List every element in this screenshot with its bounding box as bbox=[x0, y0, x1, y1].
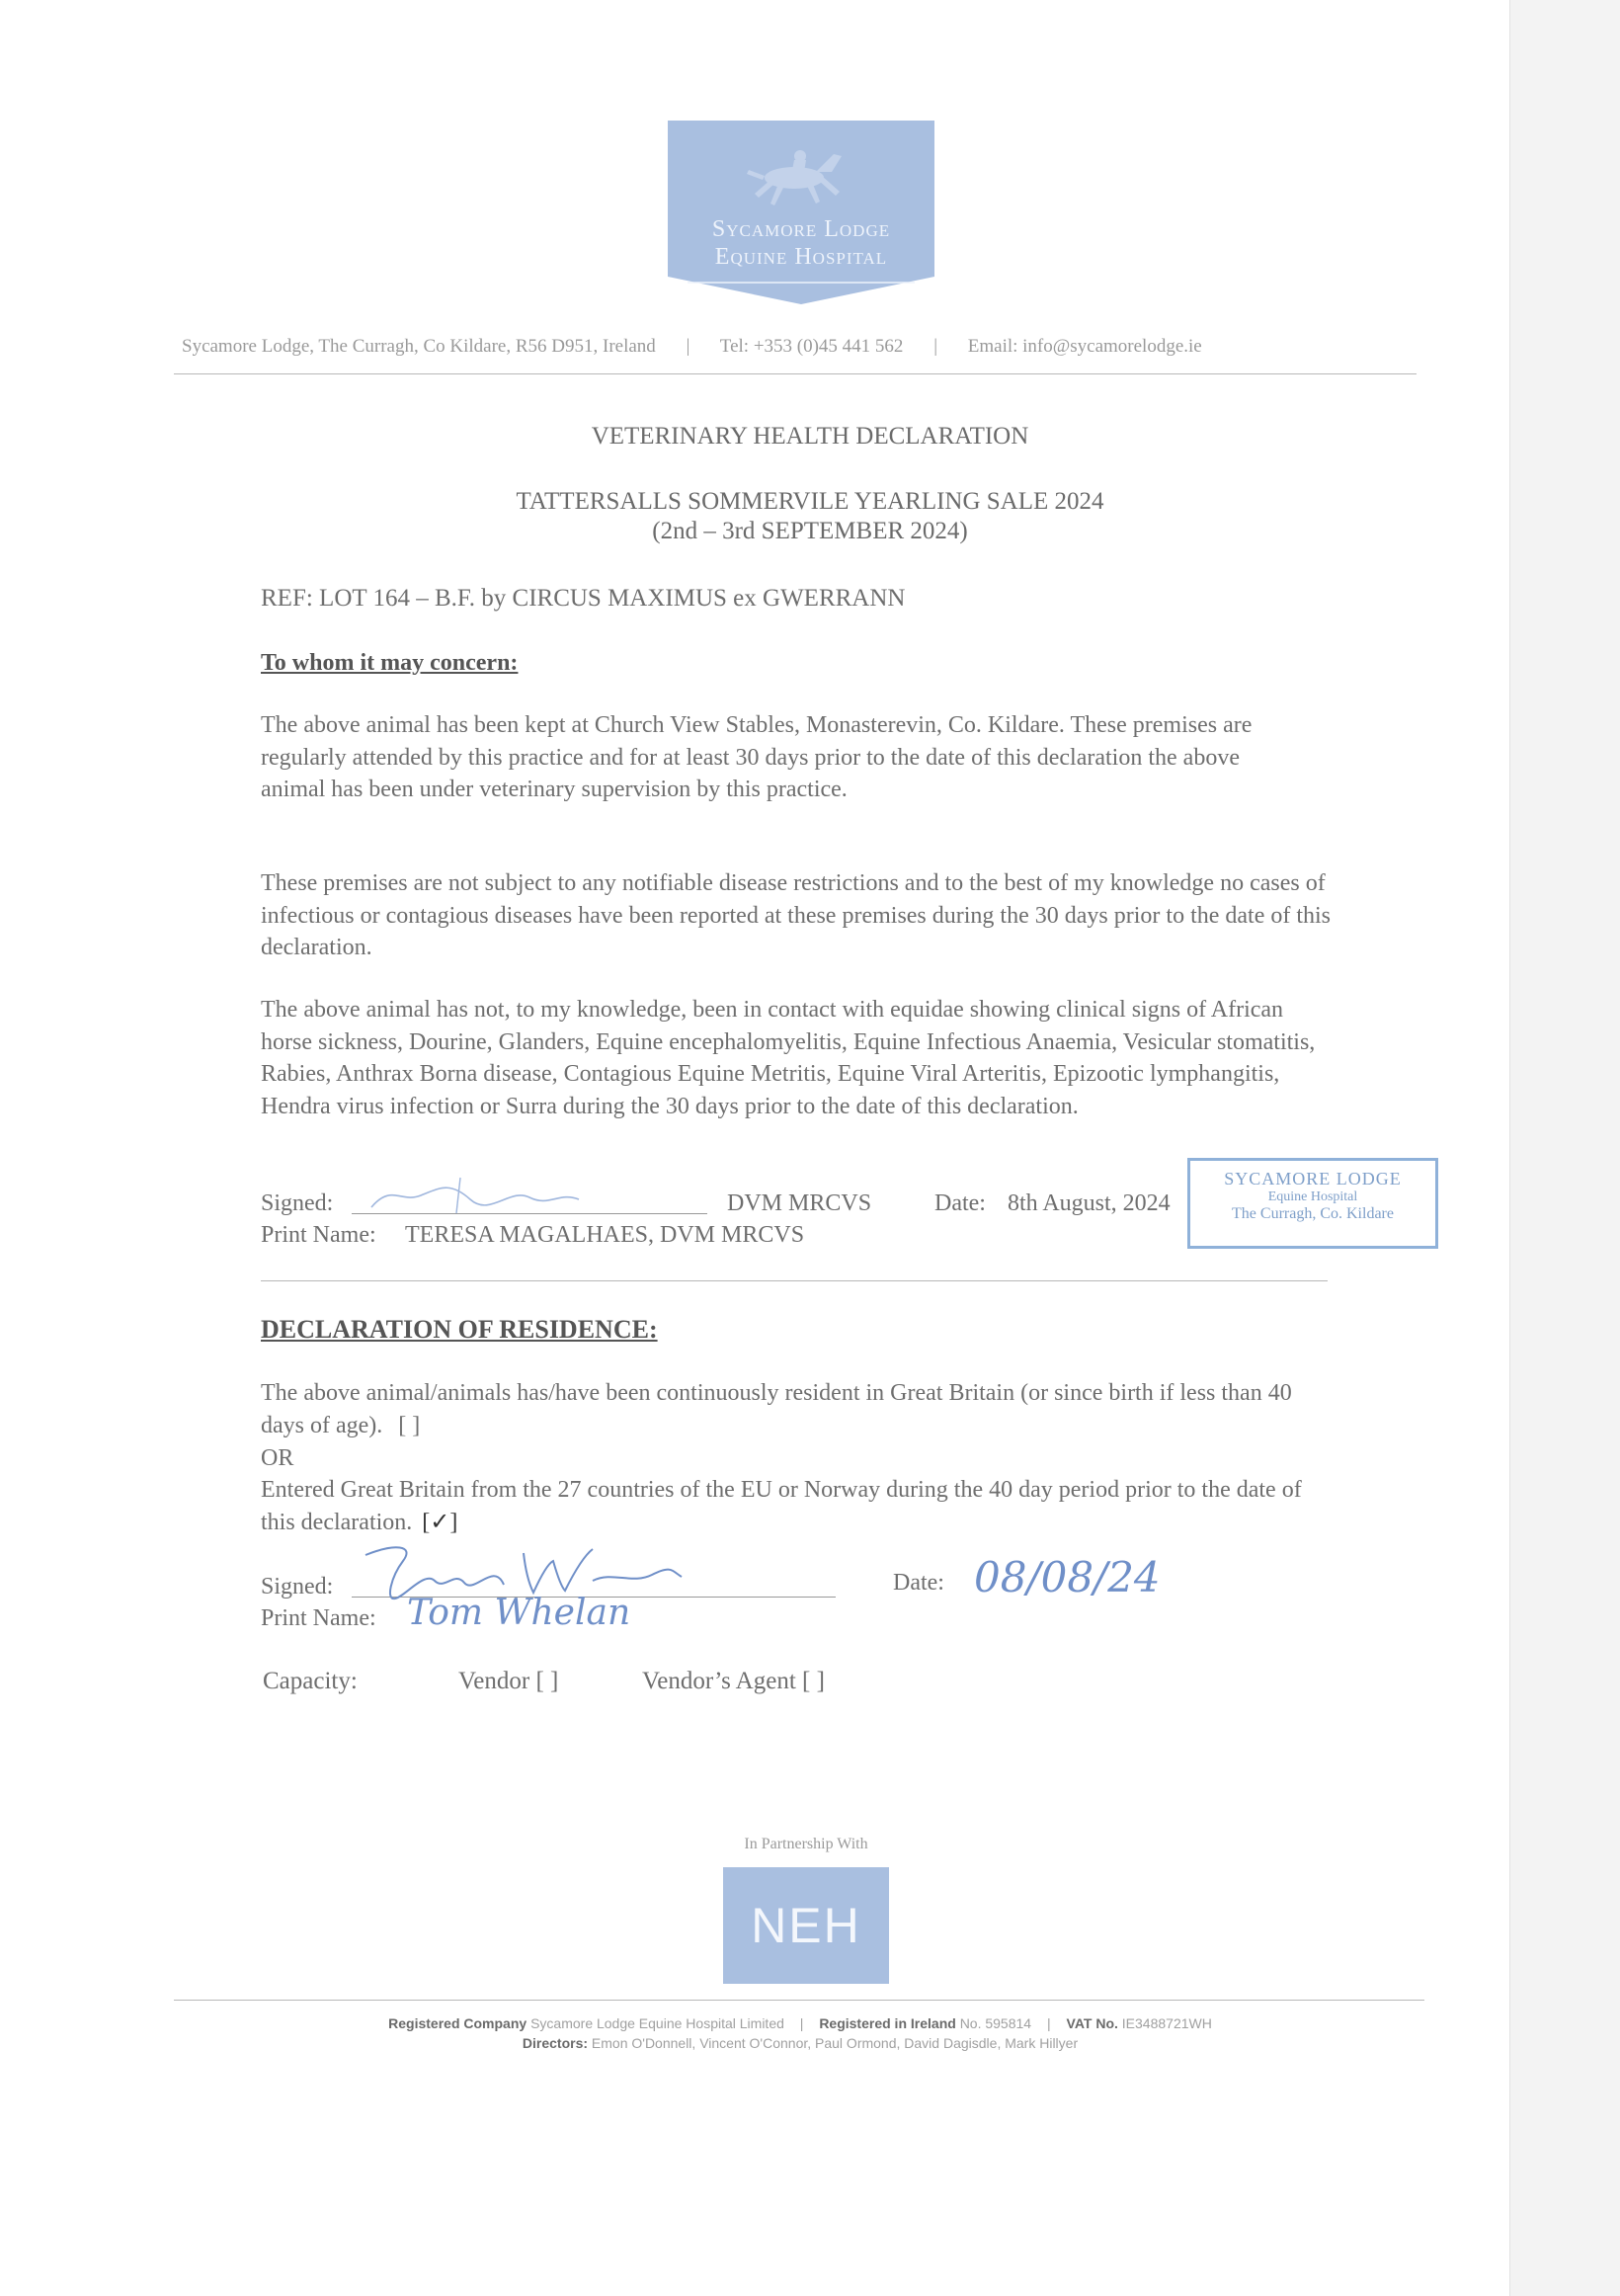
partner-caption: In Partnership With bbox=[744, 1836, 868, 1852]
residence-option-1 bbox=[261, 1377, 1308, 1441]
vet-print-name-value: TERESA MAGALHAES, DVM MRCVS bbox=[405, 1222, 805, 1248]
residence-or: OR bbox=[261, 1445, 294, 1471]
letterhead-email: Email: info@sycamorelodge.ie bbox=[967, 336, 1202, 357]
vet-date-label: Date: bbox=[934, 1190, 986, 1216]
paragraph-premises: The above animal has been kept at Church View Stables, Monasterevin, Co. Kildare. These premises are regularly attended by this practice and for at least 30 days prior to the date of this declaration the above animal has been under veterinary supervision by this practice. bbox=[261, 712, 1253, 802]
logo-pennant-tip bbox=[668, 277, 934, 308]
vet-print-name-label: Print Name: bbox=[261, 1222, 376, 1248]
residence-option-2 bbox=[261, 1474, 1328, 1538]
letterhead-contact bbox=[182, 336, 1426, 358]
vet-qualifications: DVM MRCVS bbox=[727, 1190, 872, 1216]
vet-signed-label: Signed: bbox=[261, 1190, 334, 1216]
capacity-label: Capacity: bbox=[263, 1668, 358, 1694]
paragraph-diseases: The above animal has not, to my knowledge, been in contact with equidae showing clinical signs of African horse sickness, Dourine, Glanders, Equine encephalomyelitis, Equine Infectious Anaemia, Vesicular stomatitis, Rabies, Anthrax Borna disease, Contagious Equine Metritis, Equine Viral Arteritis, Epizootic lymphangitis, Hendra virus infection or Surra during the 30 days prior to the date of this declaration. bbox=[261, 997, 1316, 1119]
residence-signed-label: Signed: bbox=[261, 1574, 334, 1599]
section-divider bbox=[261, 1280, 1328, 1281]
residence-option-1-checkbox[interactable]: [ ] bbox=[398, 1412, 421, 1438]
footer-directors-label: Directors: bbox=[522, 2035, 589, 2051]
footer-registration: Registered Company Sycamore Lodge Equine Hospital Limited | Registered in Ireland No. 595814 | VAT No. IE3488721WH bbox=[388, 2015, 1212, 2031]
capacity-agent-option[interactable]: Vendor’s Agent [ ] bbox=[642, 1668, 825, 1694]
footer-company-label: Registered Company bbox=[388, 2015, 527, 2031]
footer-company-value: Sycamore Lodge Equine Hospital Limited bbox=[530, 2015, 784, 2031]
footer-directors-value: Emon O'Donnell, Vincent O'Connor, Paul Ormond, David Dagisdle, Mark Hillyer bbox=[591, 2035, 1079, 2051]
neh-logo: NEH bbox=[723, 1867, 889, 1984]
residence-print-name-handwritten: Tom Whelan bbox=[407, 1593, 631, 1633]
logo-name bbox=[668, 215, 934, 271]
header-divider bbox=[174, 373, 1417, 374]
logo-line-2: Equine Hospital bbox=[714, 244, 888, 270]
residence-option-1-text: The above animal/animals has/have been continuously resident in Great Britain (or since birth if less than 40 days of age). bbox=[261, 1380, 1292, 1438]
capacity-vendor-option[interactable]: Vendor [ ] bbox=[458, 1668, 559, 1694]
page-edge-shadow bbox=[1509, 0, 1620, 2296]
document-title: VETERINARY HEALTH DECLARATION bbox=[591, 423, 1029, 450]
salutation: To whom it may concern: bbox=[261, 650, 519, 676]
residence-option-2-checkbox[interactable]: [✓] bbox=[422, 1509, 458, 1535]
residence-date-handwritten: 08/08/24 bbox=[974, 1553, 1161, 1601]
residence-date-label: Date: bbox=[893, 1570, 944, 1596]
residence-option-2-text: Entered Great Britain from the 27 countries of the EU or Norway during the 40 day period prior to the date of this declaration. bbox=[261, 1477, 1302, 1535]
residence-heading: DECLARATION OF RESIDENCE: bbox=[261, 1315, 658, 1344]
residence-print-name-label: Print Name: bbox=[261, 1605, 376, 1631]
stamp-line-1: SYCAMORE LODGE bbox=[1224, 1169, 1402, 1189]
sale-dates: (2nd – 3rd SEPTEMBER 2024) bbox=[652, 518, 968, 544]
logo-line-1: Sycamore Lodge bbox=[711, 216, 891, 242]
footer-ireland-label: Registered in Ireland bbox=[819, 2015, 956, 2031]
footer-vat-value: IE3488721WH bbox=[1121, 2015, 1212, 2031]
letterhead-address: Sycamore Lodge, The Curragh, Co Kildare, R56 D951, Ireland bbox=[182, 336, 656, 357]
footer-ireland-value: No. 595814 bbox=[959, 2015, 1032, 2031]
footer-directors bbox=[178, 2035, 1422, 2051]
footer-divider bbox=[174, 2000, 1424, 2001]
vet-signature-icon bbox=[362, 1174, 589, 1217]
footer-vat-label: VAT No. bbox=[1066, 2015, 1118, 2031]
hospital-stamp bbox=[1187, 1158, 1438, 1249]
separator: | bbox=[933, 336, 937, 357]
lot-reference: REF: LOT 164 – B.F. by CIRCUS MAXIMUS ex GWERRANN bbox=[261, 585, 906, 612]
stamp-line-2: Equine Hospital bbox=[1267, 1189, 1358, 1204]
letterhead-tel: Tel: +353 (0)45 441 562 bbox=[719, 336, 904, 357]
vet-date-value: 8th August, 2024 bbox=[1008, 1190, 1171, 1216]
separator: | bbox=[686, 336, 690, 357]
stamp-line-3: The Curragh, Co. Kildare bbox=[1232, 1205, 1394, 1222]
horse-rider-icon bbox=[668, 121, 934, 219]
paragraph-restrictions: These premises are not subject to any notifiable disease restrictions and to the best of my knowledge no cases of infectious or contagious diseases have been reported at these premises during the 30 days prior to the date of this declaration. bbox=[261, 870, 1332, 960]
sale-name: TATTERSALLS SOMMERVILE YEARLING SALE 2024 bbox=[516, 488, 1104, 515]
